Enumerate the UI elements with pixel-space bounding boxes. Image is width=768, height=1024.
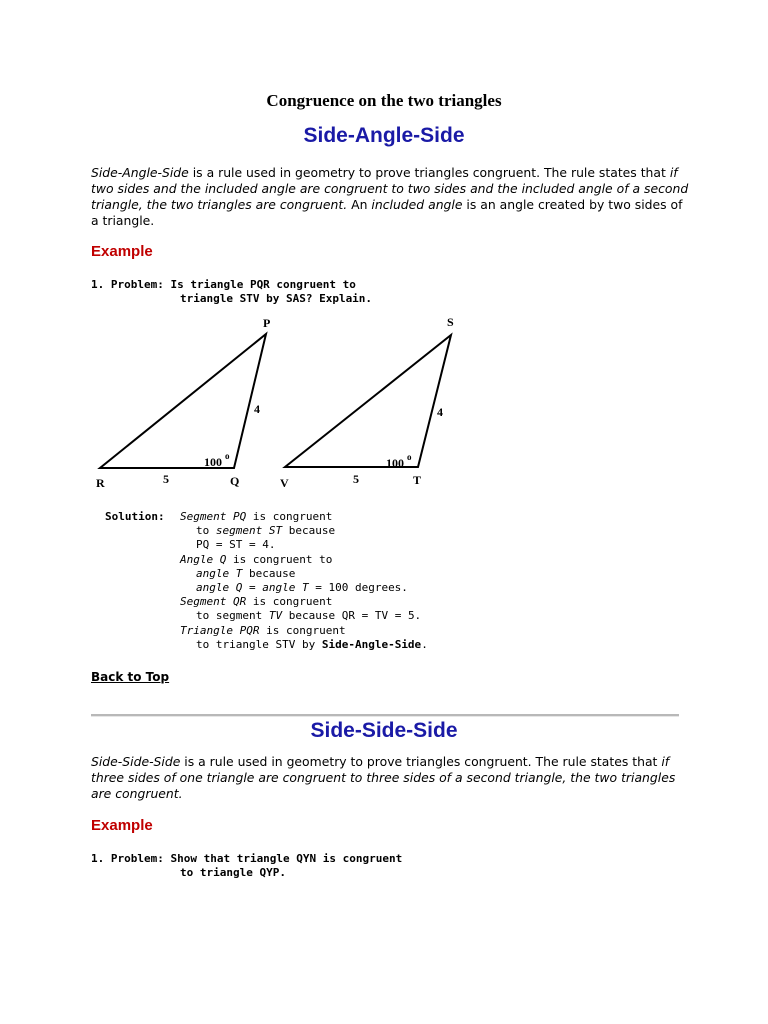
side-rq-length: 5 [163, 472, 169, 486]
triangle-stv-outline [285, 335, 451, 467]
angle-q-degree: o [225, 451, 230, 461]
sas-text-3: is an angle created by two sides of a triangle. [91, 197, 683, 228]
sas-term: Side-Angle-Side [91, 165, 189, 180]
sss-heading: Side-Side-Side [310, 719, 458, 742]
solution-line-3: PQ = ST = 4. [196, 538, 276, 551]
sss-problem-line-1: 1. Problem: Show that triangle QYN is congruent [91, 852, 403, 865]
solution-line-7: Segment QR is congruent [180, 595, 333, 608]
included-angle-term: included angle [371, 197, 463, 212]
solution-line-1: Segment PQ is congruent [180, 510, 333, 523]
sas-example-heading: Example [91, 243, 153, 260]
sas-heading: Side-Angle-Side [303, 124, 465, 147]
solution-line-8: to segment TV because QR = TV = 5. [196, 609, 422, 622]
solution-line-6: angle Q = angle T = 100 degrees. [196, 581, 408, 594]
sas-text-2: An [347, 197, 372, 212]
sss-example-heading: Example [91, 817, 153, 834]
side-pq-length: 4 [254, 402, 260, 416]
vertex-p-label: P [263, 316, 271, 330]
solution-line-4: Angle Q is congruent to [180, 553, 333, 566]
vertex-s-label: S [447, 315, 454, 329]
sss-term: Side-Side-Side [91, 754, 181, 769]
sas-rule: if two sides and the included angle are congruent to two sides and the included angle of a second triangle, the two triangles are congruent. [91, 165, 689, 212]
angle-t-degree: o [407, 452, 412, 462]
solution-line-10: to triangle STV by Side-Angle-Side. [196, 638, 428, 651]
triangle-pqr-outline [100, 334, 266, 468]
solution-line-2: to segment ST because [196, 524, 336, 537]
angle-q-measure: 100 [204, 455, 222, 469]
side-st-length: 4 [437, 405, 443, 419]
solution-line-5: angle T because [196, 567, 296, 580]
sss-text-1: is a rule used in geometry to prove triangles congruent. The rule states that [180, 754, 662, 769]
page-title: Congruence on the two triangles [266, 91, 502, 110]
section-divider [91, 714, 679, 717]
angle-t-measure: 100 [386, 456, 404, 470]
solution-label: Solution: [105, 510, 165, 523]
vertex-r-label: R [96, 476, 105, 490]
solution-line-9: Triangle PQR is congruent [180, 624, 346, 637]
triangle-stv [280, 315, 454, 490]
triangle-pqr [96, 316, 270, 490]
sas-problem-line-2: triangle STV by SAS? Explain. [180, 292, 373, 305]
sss-rule: if three sides of one triangle are congruent to three sides of a second triangle, the two triangles are congruent. [91, 754, 676, 801]
back-to-top-link[interactable]: Back to Top [91, 670, 170, 684]
sas-problem-line-1: 1. Problem: Is triangle PQR congruent to [91, 278, 356, 291]
side-vt-length: 5 [353, 472, 359, 486]
sss-description [91, 754, 691, 802]
sas-text-1: is a rule used in geometry to prove triangles congruent. The rule states that [188, 165, 670, 180]
vertex-q-label: Q [230, 474, 240, 488]
vertex-v-label: V [280, 476, 289, 490]
sss-problem-line-2: to triangle QYP. [180, 866, 286, 879]
vertex-t-label: T [413, 473, 422, 487]
